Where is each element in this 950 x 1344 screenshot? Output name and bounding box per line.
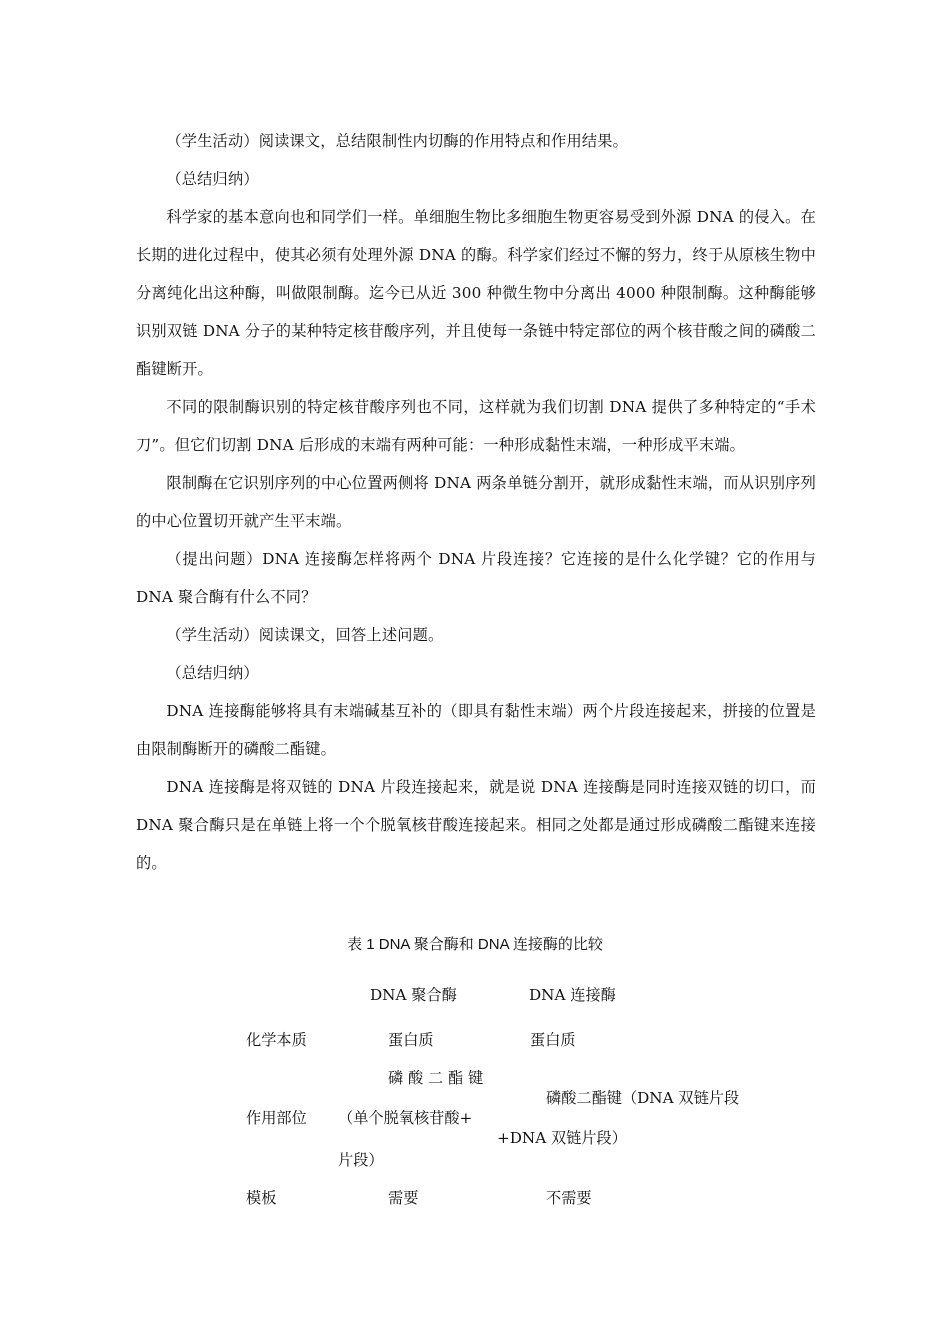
column-header-dna-polymerase: DNA 聚合酶	[370, 986, 457, 1004]
column-header-dna-ligase: DNA 连接酶	[529, 986, 616, 1004]
paragraph: （学生活动）阅读课文，回答上述问题。	[166, 626, 444, 644]
paragraph: DNA 连接酶能够将具有末端碱基互补的（即具有黏性末端）两个片段连接起来，拼接的位置是由限制酶断开的磷酸二酯键。	[136, 702, 816, 758]
paragraph: （总结归纳）	[166, 664, 259, 682]
cell-polymerase-site-line2: （单个脱氧核苷酸+	[338, 1109, 473, 1127]
cell-polymerase-site-line3: 片段）	[338, 1151, 384, 1169]
row-label-template: 模板	[246, 1189, 277, 1207]
paragraph: DNA 连接酶是将双链的 DNA 片段连接起来，就是说 DNA 连接酶是同时连接双链的切口，而 DNA 聚合酶只是在单链上将一个个脱氧核苷酸连接起来。相同之处都是通过形成磷酸二酯键来连接的。	[136, 778, 816, 872]
cell-ligase-chemical-nature: 蛋白质	[530, 1031, 576, 1049]
paragraph: （总结归纳）	[166, 170, 259, 188]
cell-polymerase-chemical-nature: 蛋白质	[388, 1031, 434, 1049]
cell-ligase-template: 不需要	[546, 1189, 592, 1207]
cell-ligase-site-line1: 磷酸二酯键（DNA 双链片段	[546, 1089, 740, 1107]
paragraph: 限制酶在它识别序列的中心位置两侧将 DNA 两条单链分割开，就形成黏性末端，而从识别序列的中心位置切开就产生平末端。	[136, 474, 816, 530]
paragraph: 不同的限制酶识别的特定核苷酸序列也不同，这样就为我们切割 DNA 提供了多种特定的“手术刀”。但它们切割 DNA 后形成的末端有两种可能：一种形成黏性末端，一种形成平末端。	[136, 398, 816, 454]
paragraph: （学生活动）阅读课文，总结限制性内切酶的作用特点和作用结果。	[166, 132, 629, 150]
row-label-action-site: 作用部位	[246, 1109, 307, 1127]
cell-polymerase-site-line1: 磷 酸 二 酯 键	[388, 1069, 484, 1087]
body-text	[136, 122, 816, 882]
table-caption: 表 1 DNA 聚合酶和 DNA 连接酶的比较	[347, 936, 603, 953]
cell-polymerase-template: 需要	[388, 1189, 419, 1207]
paragraph: （提出问题）DNA 连接酶怎样将两个 DNA 片段连接？它连接的是什么化学键？它的作用与 DNA 聚合酶有什么不同？	[136, 550, 816, 606]
cell-ligase-site-line2: +DNA 双链片段）	[497, 1129, 627, 1147]
row-label-chemical-nature: 化学本质	[246, 1031, 307, 1049]
paragraph: 科学家的基本意向也和同学们一样。单细胞生物比多细胞生物更容易受到外源 DNA 的侵入。在长期的进化过程中，使其必须有处理外源 DNA 的酶。科学家们经过不懈的努力，终于从原核生物中分离纯化出这种酶，叫做限制酶。迄今已从近 300 种微生物中分离出 4000 种限制酶。这种酶能够识别双链 DNA 分子的某种特定核苷酸序列，并且使每一条链中特定部位的两个核苷酸之间的磷酸二酯键断开。	[136, 208, 816, 378]
